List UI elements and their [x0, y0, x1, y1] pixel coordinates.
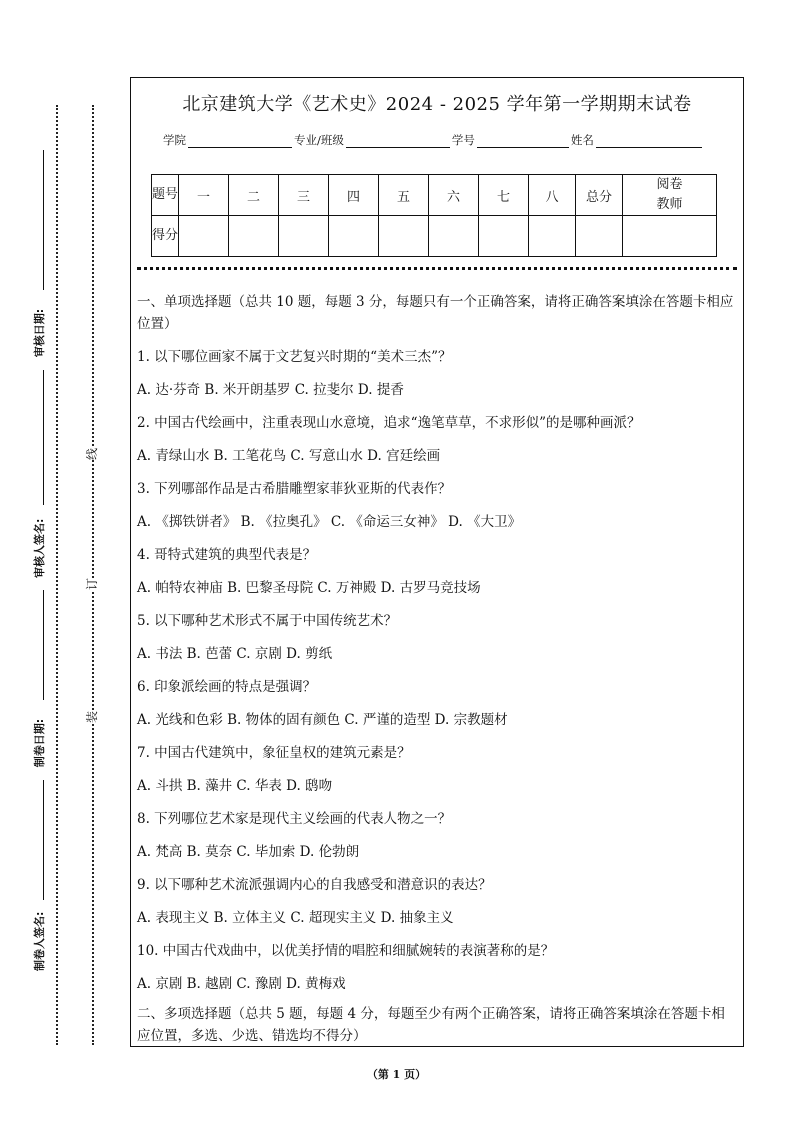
- maker-sign-line: [43, 780, 44, 900]
- question-9-options: A. 表现主义 B. 立体主义 C. 超现实主义 D. 抽象主义: [137, 910, 454, 926]
- row-label-score: 得分: [152, 216, 179, 257]
- margin-dotted-line-left: [56, 105, 58, 1045]
- score-cell[interactable]: [179, 216, 229, 257]
- question-7-options: A. 斗拱 B. 藻井 C. 华表 D. 鸱吻: [137, 778, 333, 794]
- score-cell[interactable]: [379, 216, 429, 257]
- question-1: 1. 以下哪位画家不属于文艺复兴时期的“美术三杰”？: [137, 349, 452, 365]
- name-label: 姓名: [570, 133, 594, 147]
- header-cell: 七: [479, 175, 529, 216]
- question-1-options: A. 达·芬奇 B. 米开朗基罗 C. 拉斐尔 D. 提香: [137, 382, 404, 398]
- header-cell: 四: [329, 175, 379, 216]
- question-8-options: A. 梵高 B. 莫奈 C. 毕加索 D. 伦勃朗: [137, 844, 360, 860]
- header-cell: 二: [229, 175, 279, 216]
- cut-fold-char: 装: [85, 710, 100, 724]
- exam-frame: [130, 77, 744, 1047]
- student-id-label: 学号: [451, 133, 475, 147]
- header-dotted-divider: [137, 267, 737, 270]
- question-4: 4. 哥特式建筑的典型代表是？: [137, 547, 317, 563]
- score-cell[interactable]: [529, 216, 576, 257]
- cut-line-char: 线: [85, 447, 100, 461]
- score-table: [151, 174, 717, 257]
- question-8: 8. 下列哪位艺术家是现代主义绘画的代表人物之一？: [137, 811, 452, 827]
- reviewer-sign-line: [43, 370, 44, 505]
- cut-bind-char: 订: [85, 577, 100, 591]
- student-id-field[interactable]: [477, 135, 569, 148]
- header-cell: 三: [279, 175, 329, 216]
- score-table-header-row: [152, 175, 717, 216]
- student-info-row: [163, 132, 704, 148]
- score-cell[interactable]: [229, 216, 279, 257]
- college-label: 学院: [163, 133, 186, 147]
- maker-sign-label: 制卷人签名:: [33, 911, 46, 971]
- question-10-options: A. 京剧 B. 越剧 C. 豫剧 D. 黄梅戏: [137, 976, 346, 992]
- header-cell: 五: [379, 175, 429, 216]
- reviewer-date-line: [43, 150, 44, 290]
- cut-dotted-line: [92, 105, 94, 1045]
- college-field[interactable]: [188, 135, 292, 148]
- question-5: 5. 以下哪种艺术形式不属于中国传统艺术？: [137, 613, 398, 629]
- question-4-options: A. 帕特农神庙 B. 巴黎圣母院 C. 万神殿 D. 古罗马竞技场: [137, 580, 481, 596]
- reviewer-date-label: 审核日期:: [33, 308, 46, 358]
- header-cell: 八: [529, 175, 576, 216]
- section1-heading: 一、单项选择题（总共 10 题，每题 3 分，每题只有一个正确答案，请将正确答案填涂在答题卡相应位置）: [137, 294, 734, 332]
- score-cell[interactable]: [479, 216, 529, 257]
- score-cell-grader[interactable]: [623, 216, 717, 257]
- question-9: 9. 以下哪种艺术流派强调内心的自我感受和潜意识的表达？: [137, 877, 492, 893]
- maker-date-line: [43, 590, 44, 700]
- header-cell: 一: [179, 175, 229, 216]
- page-number: （第 1 页）: [366, 1068, 427, 1081]
- major-field[interactable]: [346, 135, 450, 148]
- question-5-options: A. 书法 B. 芭蕾 C. 京剧 D. 剪纸: [137, 646, 333, 662]
- reviewer-sign-label: 审核人签名:: [33, 518, 46, 578]
- score-cell[interactable]: [329, 216, 379, 257]
- score-cell-total[interactable]: [576, 216, 623, 257]
- score-cell[interactable]: [429, 216, 479, 257]
- question-7: 7. 中国古代建筑中，象征皇权的建筑元素是？: [137, 745, 411, 761]
- question-10: 10. 中国古代戏曲中，以优美抒情的唱腔和细腻婉转的表演著称的是？: [137, 943, 555, 959]
- question-6-options: A. 光线和色彩 B. 物体的固有颜色 C. 严谨的造型 D. 宗教题材: [137, 712, 508, 728]
- major-label: 专业/班级: [294, 133, 344, 147]
- row-label-number: 题号: [152, 175, 179, 216]
- maker-date-label: 制卷日期:: [33, 718, 46, 768]
- exam-title: 北京建筑大学《艺术史》2024 - 2025 学年第一学期期末试卷: [182, 94, 692, 115]
- header-cell: 六: [429, 175, 479, 216]
- question-3: 3. 下列哪部作品是古希腊雕塑家菲狄亚斯的代表作？: [137, 481, 452, 497]
- score-cell[interactable]: [279, 216, 329, 257]
- question-3-options: A. 《掷铁饼者》 B. 《拉奥孔》 C. 《命运三女神》 D. 《大卫》: [137, 514, 522, 530]
- question-6: 6. 印象派绘画的特点是强调？: [137, 679, 317, 695]
- header-cell-grader: 阅卷教师: [623, 175, 717, 216]
- score-table-score-row: [152, 216, 717, 257]
- header-cell-total: 总分: [576, 175, 623, 216]
- question-2: 2. 中国古代绘画中，注重表现山水意境，追求“逸笔草草，不求形似”的是哪种画派？: [137, 415, 641, 431]
- question-2-options: A. 青绿山水 B. 工笔花鸟 C. 写意山水 D. 宫廷绘画: [137, 448, 441, 464]
- name-field[interactable]: [596, 135, 702, 148]
- section2-heading: 二、多项选择题（总共 5 题，每题 4 分，每题至少有两个正确答案，请将正确答案填涂在答题卡相应位置，多选、少选、错选均不得分）: [137, 1006, 725, 1044]
